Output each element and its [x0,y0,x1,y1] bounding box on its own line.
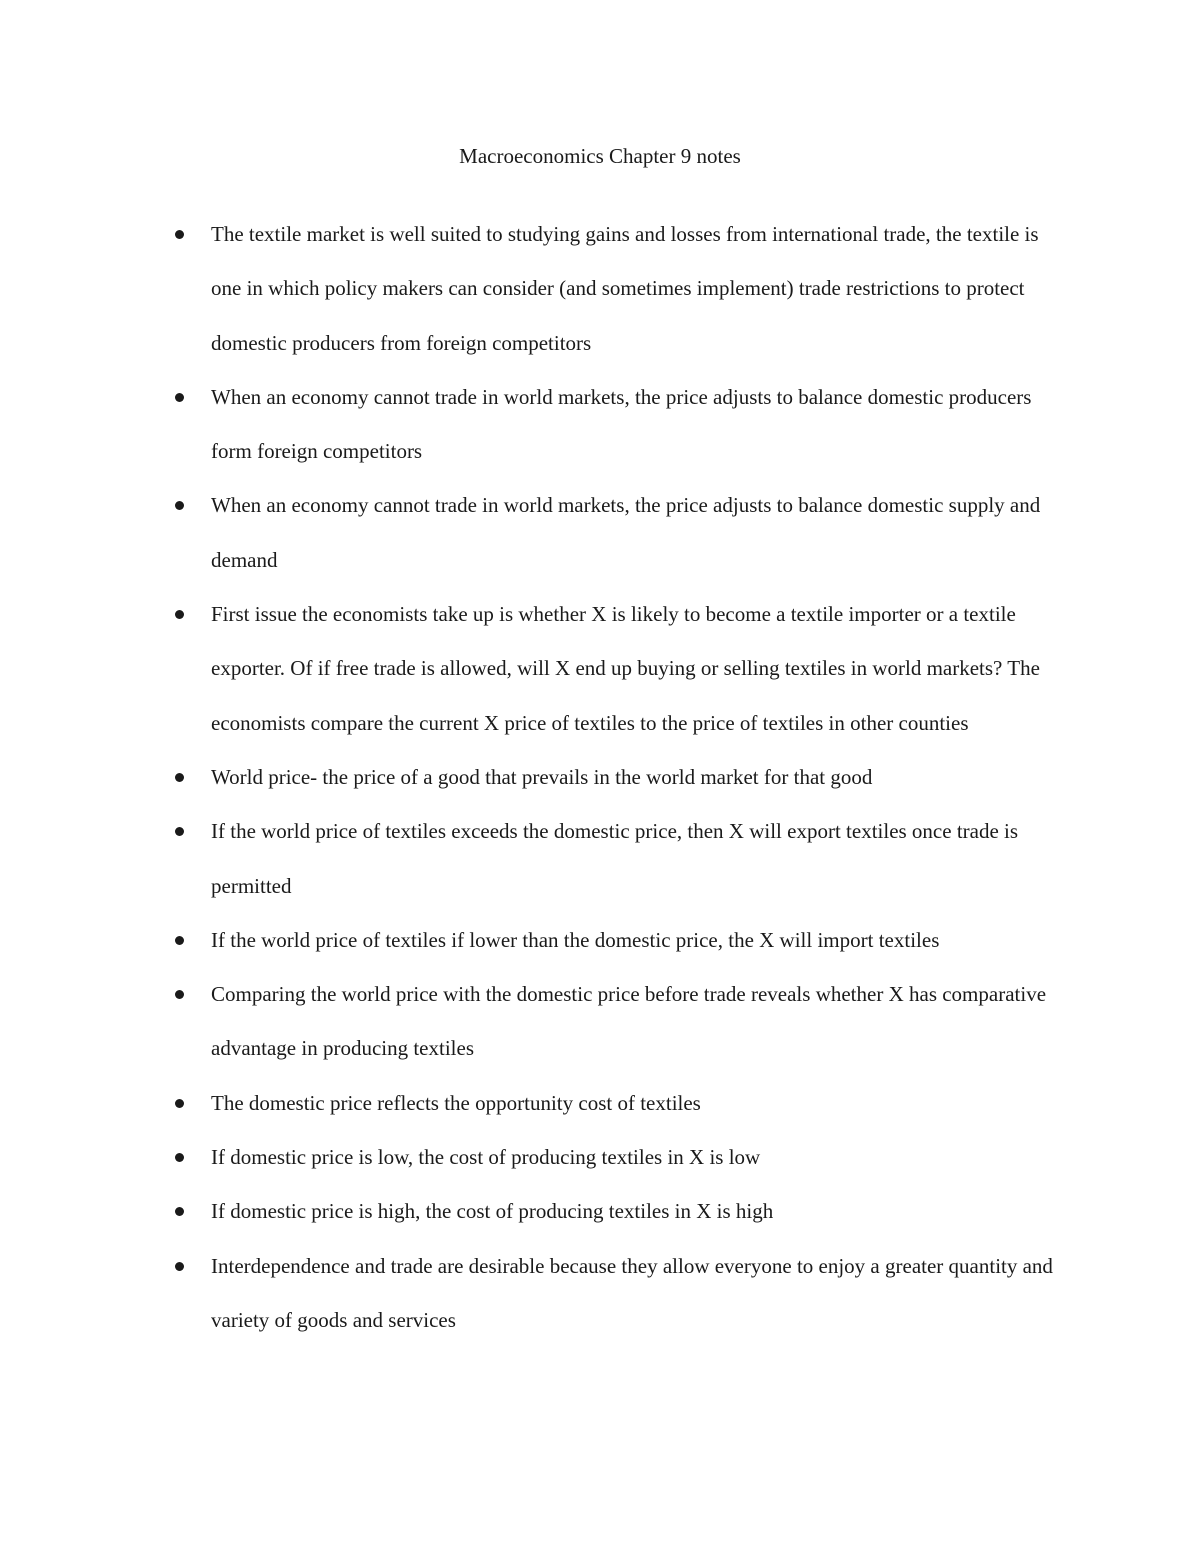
bullet-icon [175,610,184,619]
note-text: World price- the price of a good that prevails in the world market for that good [211,764,873,789]
bullet-icon [175,1099,184,1108]
note-item [211,1184,1071,1238]
note-item [211,370,1071,479]
bullet-icon [175,1153,184,1162]
note-item [211,1130,1071,1184]
note-text: Interdependence and trade are desirable because they allow everyone to enjoy a greater quantity and variety of goods and services [211,1253,1053,1332]
note-text: If domestic price is low, the cost of producing textiles in X is low [211,1145,761,1170]
document-title: Macroeconomics Chapter 9 notes [459,144,741,168]
note-text: First issue the economists take up is whether X is likely to become a textile importer or a textile exporter. Of if free trade is allowed, will X end up buying or selling textiles in world markets? The economists compare the current X price of textiles to the price of textiles in other counties [211,602,1040,735]
note-item [211,967,1071,1076]
bullet-icon [175,501,184,510]
bullet-icon [175,773,184,782]
note-item [211,478,1071,587]
bullet-icon [175,827,184,836]
note-text: The textile market is well suited to studying gains and losses from international trade, the textile is one in which policy makers can consider (and sometimes implement) trade restrictions to protect domestic producers from foreign competitors [211,222,1039,355]
note-text: If the world price of textiles if lower than the domestic price, the X will import textiles [211,927,940,952]
bullet-icon [175,990,184,999]
notes-list [211,207,1071,1347]
note-item [211,804,1071,913]
bullet-icon [175,936,184,945]
note-text: The domestic price reflects the opportunity cost of textiles [211,1090,701,1115]
bullet-icon [175,1262,184,1271]
note-item [211,587,1071,750]
note-text: If the world price of textiles exceeds the domestic price, then X will export textiles once trade is permitted [211,819,1019,898]
note-item [211,1076,1071,1130]
note-text: Comparing the world price with the domestic price before trade reveals whether X has comparative advantage in producing textiles [211,982,1047,1061]
note-text: When an economy cannot trade in world markets, the price adjusts to balance domestic producers form foreign competitors [211,384,1032,464]
note-item [211,913,1071,967]
bullet-icon [175,230,184,239]
note-text: If domestic price is high, the cost of producing textiles in X is high [211,1199,774,1224]
note-item [211,750,1071,804]
note-item [211,207,1071,370]
note-text: When an economy cannot trade in world markets, the price adjusts to balance domestic supply and demand [211,493,1041,572]
bullet-icon [175,393,184,402]
bullet-icon [175,1207,184,1216]
note-item [211,1239,1071,1348]
